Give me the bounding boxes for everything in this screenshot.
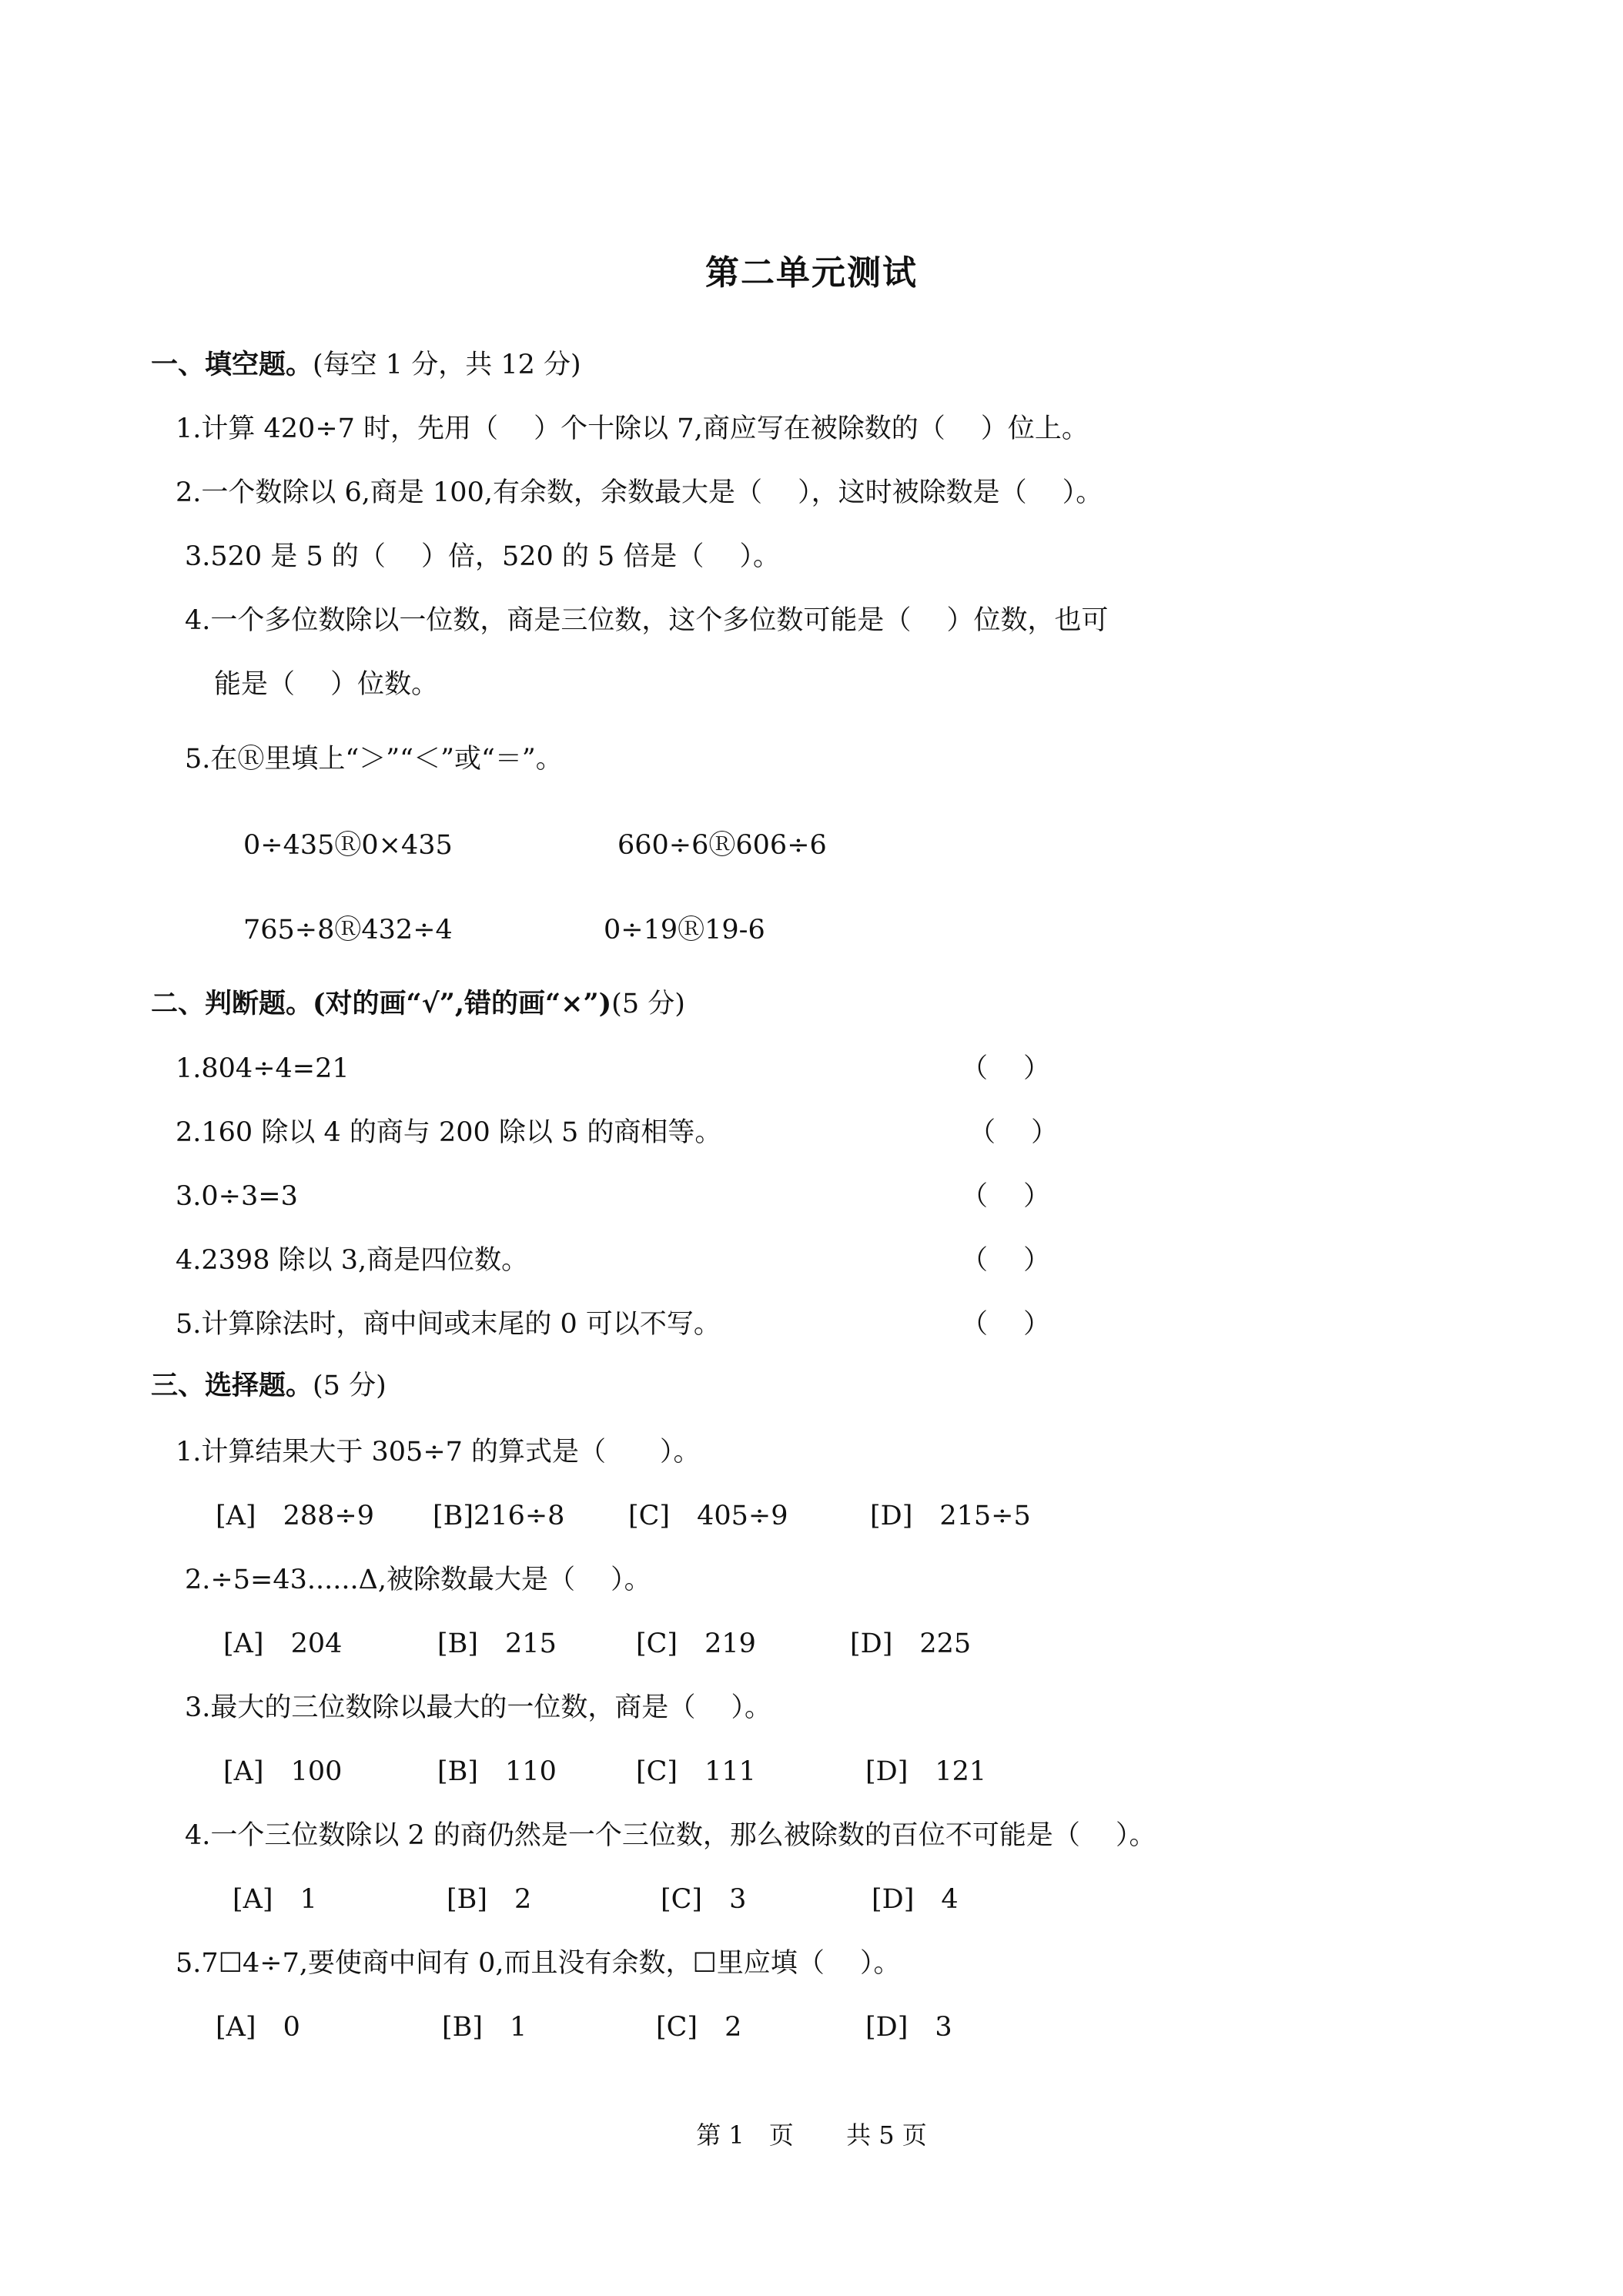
choice-option: [C] 111 (636, 1756, 756, 1787)
fill-question-4: 4.一个多位数除以一位数，商是三位数，这个多位数可能是（ ）位数，也可 (185, 605, 1109, 636)
judge-item-4: 4.2398 除以 3,商是四位数。 (176, 1245, 529, 1276)
choice-option: [A] 288÷9 (216, 1501, 374, 1531)
choice-option: [B] 2 (447, 1884, 532, 1915)
fill-question-4-continued: 能是（ ）位数。 (214, 669, 439, 700)
section-3-heading (151, 1371, 387, 1401)
choice-option: [D] 4 (872, 1884, 959, 1915)
choice-option: [B] 110 (437, 1756, 557, 1787)
fill-question-2: 2.一个数除以 6,商是 100,有余数，余数最大是（ ），这时被除数是（ ）。 (176, 477, 1103, 508)
section-1-score-note: (每空 1 分，共 12 分) (313, 350, 581, 380)
page-number: 第 1 页 (696, 2120, 794, 2150)
compare-expression: 0÷435Ⓡ0×435 (243, 830, 453, 861)
choice-option: [D] 215÷5 (870, 1501, 1031, 1531)
compare-expression: 660÷6Ⓡ606÷6 (617, 830, 827, 861)
choice-question-1: 1.计算结果大于 305÷7 的算式是（ ）。 (176, 1437, 701, 1468)
choice-option: [A] 204 (223, 1628, 343, 1659)
choice-option: [B]216÷8 (433, 1501, 565, 1531)
section-1-heading (151, 350, 581, 380)
page-title: 第二单元测试 (705, 253, 918, 293)
page-total: 共 5 页 (846, 2120, 927, 2150)
compare-expression: 765÷8Ⓡ432÷4 (243, 915, 453, 946)
choice-question-5: 5.7☐4÷7,要使商中间有 0,而且没有余数，☐里应填（ ）。 (176, 1948, 901, 1979)
compare-expression: 0÷19Ⓡ19-6 (604, 915, 765, 946)
answer-parentheses: （ ） (969, 1117, 1059, 1148)
page-footer (0, 2116, 1623, 2151)
answer-parentheses: （ ） (961, 1245, 1051, 1276)
choice-option: [C] 3 (661, 1884, 747, 1915)
judge-item-5: 5.计算除法时，商中间或末尾的 0 可以不写。 (176, 1309, 721, 1340)
section-2-title: 二、判断题。(对的画“√”,错的画“×”) (151, 988, 612, 1019)
choice-option: [C] 219 (636, 1628, 756, 1659)
fill-question-3: 3.520 是 5 的（ ）倍，520 的 5 倍是（ ）。 (185, 541, 781, 572)
choice-option: [A] 1 (233, 1884, 317, 1915)
answer-parentheses: （ ） (961, 1181, 1051, 1212)
choice-option: [A] 100 (223, 1756, 343, 1787)
choice-question-2: 2.÷5=43......Δ,被除数最大是（ ）。 (185, 1565, 651, 1595)
choice-option: [D] 225 (850, 1628, 972, 1659)
choice-option: [C] 2 (656, 2012, 742, 2043)
section-3-title: 三、选择题。 (151, 1370, 313, 1401)
section-3-score-note: (5 分) (313, 1371, 387, 1401)
choice-question-3: 3.最大的三位数除以最大的一位数，商是（ ）。 (185, 1692, 772, 1723)
answer-parentheses: （ ） (961, 1053, 1051, 1084)
fill-question-1: 1.计算 420÷7 时，先用（ ）个十除以 7,商应写在被除数的（ ）位上。 (176, 413, 1089, 444)
choice-option: [B] 1 (442, 2012, 527, 2043)
section-2-score-note: (5 分) (611, 989, 685, 1019)
choice-option: [C] 405÷9 (628, 1501, 788, 1531)
choice-option: [A] 0 (216, 2012, 300, 2043)
fill-question-5: 5.在Ⓡ里填上“＞”“＜”或“＝”。 (185, 744, 563, 775)
choice-option: [B] 215 (437, 1628, 557, 1659)
judge-item-2: 2.160 除以 4 的商与 200 除以 5 的商相等。 (176, 1117, 722, 1148)
choice-question-4: 4.一个三位数除以 2 的商仍然是一个三位数，那么被除数的百位不可能是（ ）。 (185, 1820, 1156, 1851)
judge-item-1: 1.804÷4=21 (176, 1053, 350, 1084)
choice-option: [D] 121 (865, 1756, 987, 1787)
judge-item-3: 3.0÷3=3 (176, 1181, 298, 1212)
answer-parentheses: （ ） (961, 1309, 1051, 1340)
section-2-heading (151, 989, 685, 1019)
section-1-title: 一、填空题。 (151, 349, 313, 380)
choice-option: [D] 3 (865, 2012, 952, 2043)
